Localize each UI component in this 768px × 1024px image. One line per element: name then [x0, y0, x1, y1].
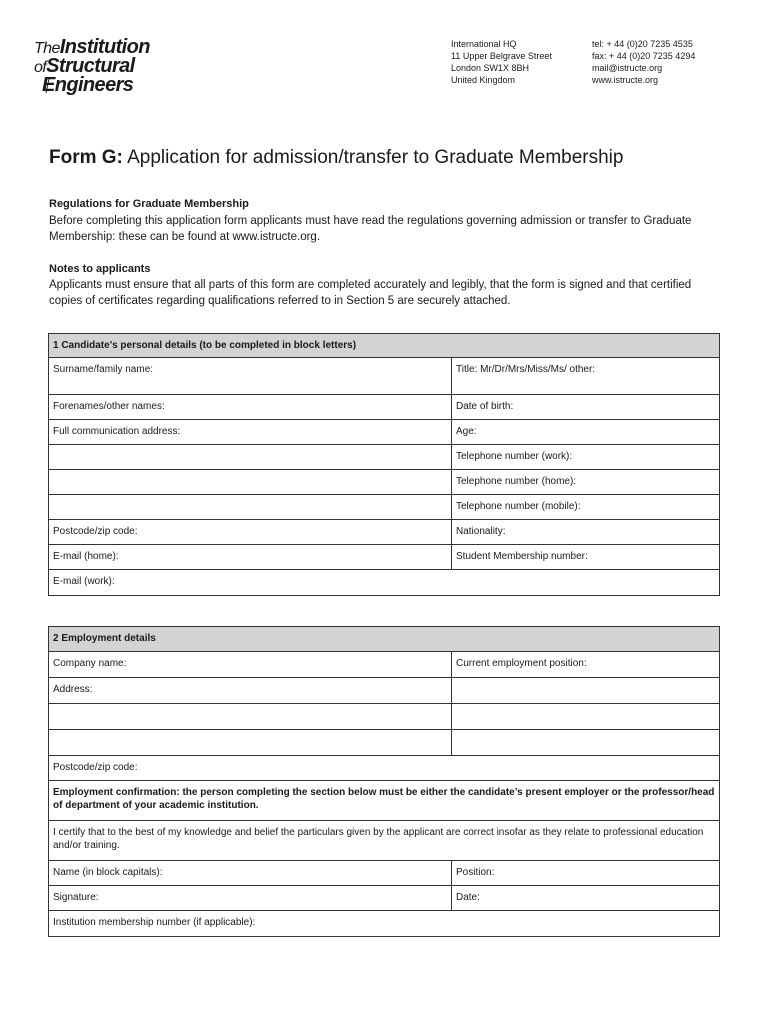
- confirmer-name-field[interactable]: Name (in block capitals):: [49, 861, 452, 886]
- table-row: [49, 420, 720, 445]
- notes-body: Applicants must ensure that all parts of this form are completed accurately and legibly, that the form is signed and that certified copies of certificates regarding qualifications referred to in Section 5 are securely attached.: [49, 279, 692, 307]
- email-work-field[interactable]: E-mail (work):: [49, 570, 720, 596]
- telephone-home-field[interactable]: Telephone number (home):: [452, 470, 720, 495]
- postcode-field[interactable]: Postcode/zip code:: [49, 520, 452, 545]
- address-line-3[interactable]: [49, 470, 452, 495]
- signature-field[interactable]: Signature:: [49, 886, 452, 911]
- address-field[interactable]: Full communication address:: [49, 420, 452, 445]
- age-field[interactable]: Age:: [452, 420, 720, 445]
- certification-statement: I certify that to the best of my knowledge and belief the particulars given by the applicant are correct insofar as they relate to professional education and/or training.: [49, 821, 720, 861]
- company-address-line-2[interactable]: [49, 704, 452, 730]
- table-row: [49, 445, 720, 470]
- table-row: [49, 678, 720, 704]
- employment-position-field[interactable]: Current employment position:: [452, 652, 720, 678]
- student-membership-field[interactable]: Student Membership number:: [452, 545, 720, 570]
- table-row: [49, 821, 720, 861]
- table-row: [49, 756, 720, 781]
- table-row: [49, 886, 720, 911]
- company-address-field[interactable]: Address:: [49, 678, 452, 704]
- nationality-field[interactable]: Nationality:: [452, 520, 720, 545]
- hq-country: United Kingdom: [451, 75, 516, 85]
- company-address-line-3[interactable]: [49, 730, 452, 756]
- surname-field[interactable]: Surname/family name:: [49, 358, 452, 395]
- contact-fax: fax: + 44 (0)20 7235 4294: [592, 51, 696, 61]
- table-row: [49, 545, 720, 570]
- address-line-2[interactable]: [49, 445, 452, 470]
- logo-line-3: Engineers: [42, 74, 134, 96]
- logo-line-1: TheInstitution: [34, 36, 150, 58]
- notes-heading: Notes to applicants: [49, 263, 151, 275]
- table-row: [49, 570, 720, 596]
- employment-details-table: [48, 626, 720, 937]
- table-row: [49, 781, 720, 821]
- title-field[interactable]: Title: Mr/Dr/Mrs/Miss/Ms/ other:: [452, 358, 720, 395]
- company-address-right-3[interactable]: [452, 730, 720, 756]
- telephone-work-field[interactable]: Telephone number (work):: [452, 445, 720, 470]
- contact-email: mail@istructe.org: [592, 63, 663, 73]
- telephone-mobile-field[interactable]: Telephone number (mobile):: [452, 495, 720, 520]
- contact-details: [592, 38, 695, 86]
- table-row: [49, 520, 720, 545]
- hq-name: International HQ: [451, 39, 517, 49]
- form-title-text: Application for admission/transfer to Graduate Membership: [127, 147, 624, 168]
- page-title: [49, 147, 623, 169]
- forenames-field[interactable]: Forenames/other names:: [49, 395, 452, 420]
- section1-header-row: [49, 334, 720, 358]
- date-of-birth-field[interactable]: Date of birth:: [452, 395, 720, 420]
- company-address-right-1[interactable]: [452, 678, 720, 704]
- confirmer-position-field[interactable]: Position:: [452, 861, 720, 886]
- table-row: [49, 704, 720, 730]
- table-row: [49, 395, 720, 420]
- section2-header: 2 Employment details: [49, 627, 720, 652]
- contact-tel: tel: + 44 (0)20 7235 4535: [592, 39, 693, 49]
- contact-web: www.istructe.org: [592, 75, 659, 85]
- company-address-right-2[interactable]: [452, 704, 720, 730]
- address-line-4[interactable]: [49, 495, 452, 520]
- table-row: [49, 861, 720, 886]
- hq-city: London SW1X 8BH: [451, 63, 530, 73]
- table-row: [49, 470, 720, 495]
- table-row: [49, 358, 720, 395]
- section1-header: 1 Candidate’s personal details (to be completed in block letters): [49, 334, 720, 358]
- regulations-body: Before completing this application form applicants must have read the regulations governing admission or transfer to Graduate Membership: these can be found at www.istructe.org.: [49, 215, 692, 243]
- hq-address: [451, 38, 552, 86]
- company-postcode-field[interactable]: Postcode/zip code:: [49, 756, 720, 781]
- table-row: [49, 730, 720, 756]
- email-home-field[interactable]: E-mail (home):: [49, 545, 452, 570]
- form-label: Form G:: [49, 147, 123, 168]
- regulations-heading: Regulations for Graduate Membership: [49, 198, 249, 210]
- company-name-field[interactable]: Company name:: [49, 652, 452, 678]
- personal-details-table: [48, 333, 720, 596]
- employment-confirmation-note: Employment confirmation: the person completing the section below must be either the candidate’s present employer or the professor/head of department of your academic institution.: [49, 781, 720, 821]
- table-row: [49, 652, 720, 678]
- date-field[interactable]: Date:: [452, 886, 720, 911]
- logo-line-2: ofStructural: [34, 55, 135, 77]
- institution-logo: [34, 36, 174, 96]
- institution-membership-field[interactable]: Institution membership number (if applicable):: [49, 911, 720, 937]
- table-row: [49, 911, 720, 937]
- table-row: [49, 495, 720, 520]
- section2-header-row: [49, 627, 720, 652]
- hq-street: 11 Upper Belgrave Street: [451, 51, 552, 61]
